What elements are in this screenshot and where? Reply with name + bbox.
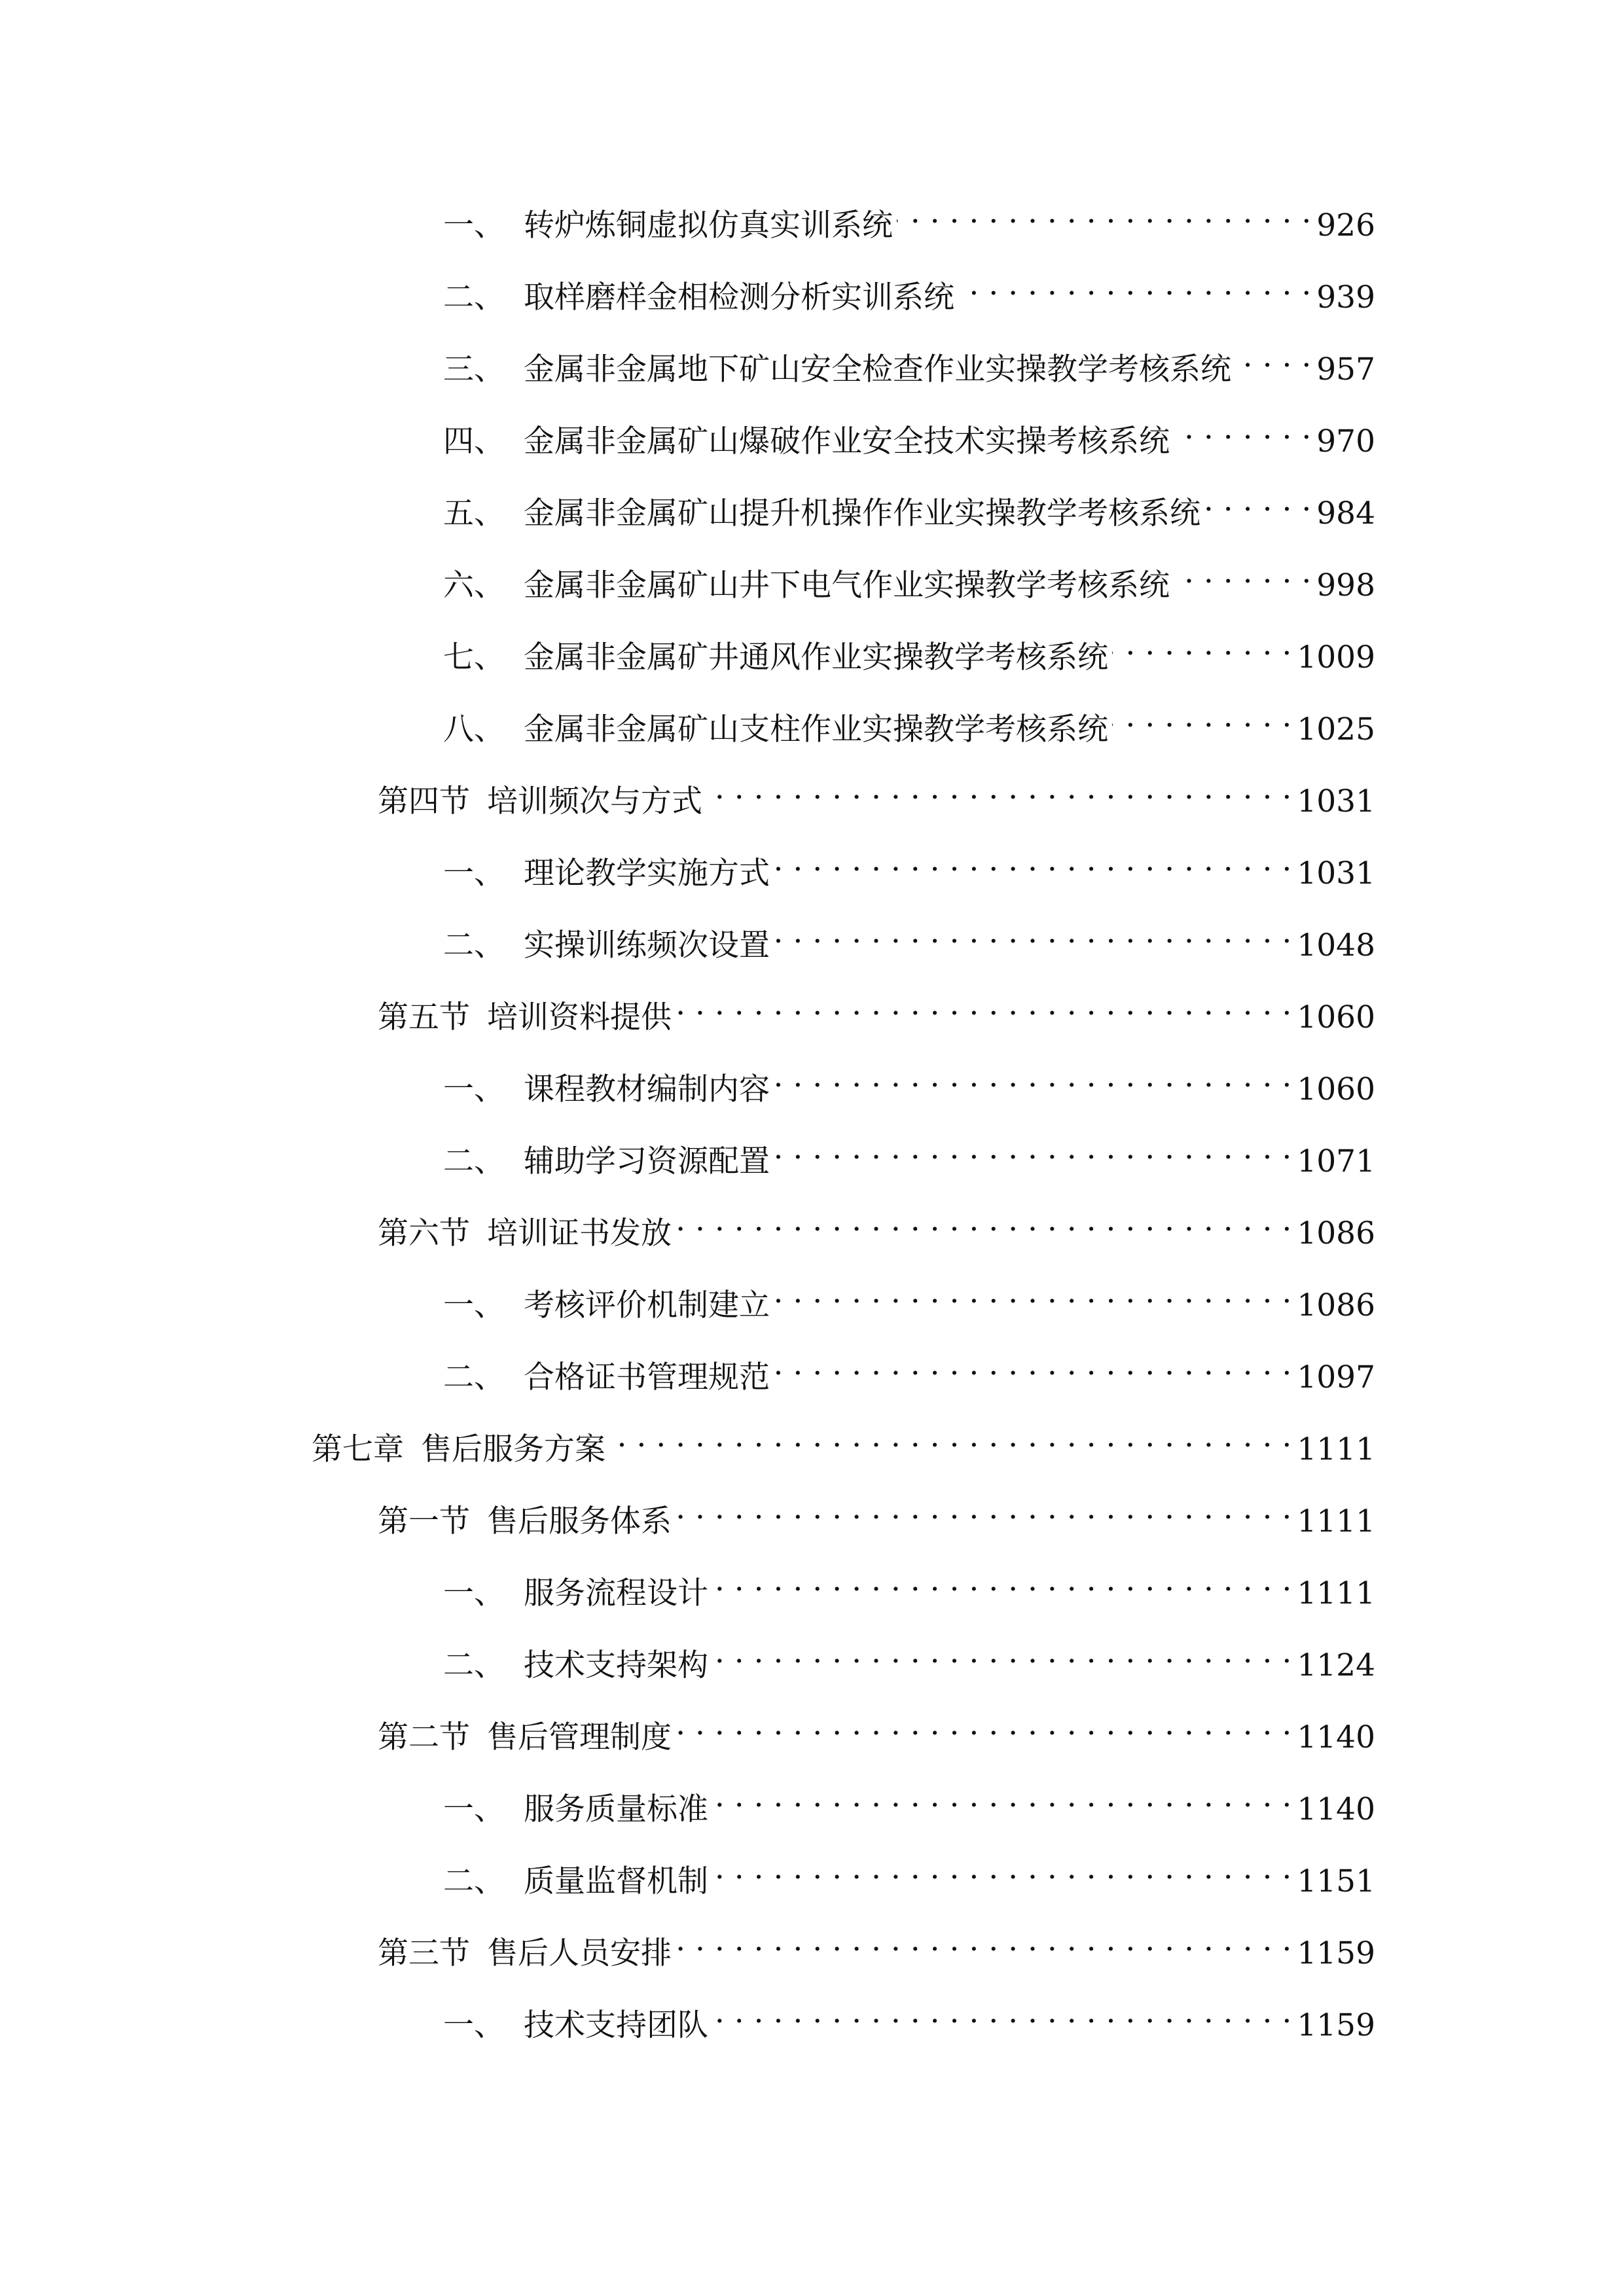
toc-entry-page: 1086 bbox=[1297, 1215, 1375, 1251]
toc-entry-number: 二、 bbox=[443, 1647, 505, 1683]
toc-entry-number: 五、 bbox=[443, 495, 505, 531]
dot-leader bbox=[712, 1990, 1291, 2036]
toc-entry-title: 技术支持团队 bbox=[524, 2007, 708, 2043]
dot-leader bbox=[676, 1198, 1291, 1244]
dot-leader bbox=[1112, 694, 1291, 740]
toc-entry-number: 二、 bbox=[443, 1359, 505, 1395]
toc-entry[interactable] bbox=[443, 1846, 1375, 1899]
dot-leader bbox=[958, 262, 1311, 308]
toc-entry-title: 金属非金属矿井通风作业实操教学考核系统 bbox=[524, 639, 1108, 675]
toc-entry-page: 1031 bbox=[1297, 783, 1375, 819]
toc-entry-number: 二、 bbox=[443, 927, 505, 963]
toc-entry[interactable] bbox=[443, 1558, 1375, 1611]
toc-entry-number: 第四节 bbox=[378, 783, 470, 819]
dot-leader bbox=[1112, 622, 1291, 668]
toc-entry-number: 八、 bbox=[443, 711, 505, 747]
toc-entry[interactable] bbox=[443, 622, 1375, 675]
toc-entry-title: 理论教学实施方式 bbox=[524, 855, 770, 891]
toc-entry-title: 售后服务体系 bbox=[487, 1503, 672, 1539]
toc-entry-page: 1048 bbox=[1297, 927, 1375, 963]
toc-entry-page: 1159 bbox=[1297, 1935, 1375, 1971]
toc-entry-page: 1060 bbox=[1297, 1071, 1375, 1107]
toc-entry-number: 一、 bbox=[443, 1575, 505, 1611]
dot-leader bbox=[774, 838, 1291, 884]
toc-entry-page: 1111 bbox=[1297, 1503, 1375, 1539]
toc-entry-title: 考核评价机制建立 bbox=[524, 1287, 770, 1323]
toc-entry[interactable] bbox=[378, 1702, 1375, 1755]
toc-entry-page: 970 bbox=[1316, 423, 1375, 459]
toc-entry-page: 957 bbox=[1316, 351, 1375, 387]
toc-entry[interactable] bbox=[443, 910, 1375, 963]
toc-entry-number: 一、 bbox=[443, 2007, 505, 2043]
toc-entry-title: 售后服务方案 bbox=[421, 1431, 605, 1467]
toc-entry-number: 第六节 bbox=[378, 1215, 470, 1251]
toc-entry-page: 998 bbox=[1316, 567, 1375, 603]
toc-entry[interactable] bbox=[378, 1486, 1375, 1539]
toc-entry-title: 售后管理制度 bbox=[487, 1719, 672, 1755]
toc-entry-page: 1071 bbox=[1297, 1143, 1375, 1179]
toc-entry-number: 第三节 bbox=[378, 1935, 470, 1971]
toc-entry-number: 三、 bbox=[443, 351, 505, 387]
dot-leader bbox=[712, 1558, 1291, 1604]
toc-entry-page: 926 bbox=[1316, 207, 1375, 243]
toc-entry-number: 六、 bbox=[443, 567, 505, 603]
toc-entry[interactable] bbox=[378, 1198, 1375, 1251]
toc-entry-number: 一、 bbox=[443, 1071, 505, 1107]
toc-entry-page: 1009 bbox=[1297, 639, 1375, 675]
toc-entry-title: 实操训练频次设置 bbox=[524, 927, 770, 963]
dot-leader bbox=[774, 1342, 1291, 1388]
dot-leader bbox=[712, 1846, 1291, 1892]
toc-entry-title: 培训频次与方式 bbox=[487, 783, 702, 819]
toc-entry-title: 技术支持架构 bbox=[524, 1647, 708, 1683]
toc-entry-page: 1025 bbox=[1297, 711, 1375, 747]
toc-entry[interactable] bbox=[378, 766, 1375, 819]
toc-entry-number: 一、 bbox=[443, 207, 505, 243]
toc-entry-number: 二、 bbox=[443, 1863, 505, 1899]
toc-entry[interactable] bbox=[443, 262, 1375, 315]
toc-entry[interactable] bbox=[443, 1342, 1375, 1395]
toc-entry-page: 1111 bbox=[1297, 1431, 1375, 1467]
toc-entry-page: 1140 bbox=[1297, 1719, 1375, 1755]
toc-entry-page: 984 bbox=[1316, 495, 1375, 531]
dot-leader bbox=[897, 190, 1311, 236]
toc-entry-number: 二、 bbox=[443, 279, 505, 315]
toc-entry-title: 金属非金属矿山支柱作业实操教学考核系统 bbox=[524, 711, 1108, 747]
toc-entry-title: 金属非金属矿山井下电气作业实操教学考核系统 bbox=[524, 567, 1170, 603]
toc-entry-title: 转炉炼铜虚拟仿真实训系统 bbox=[524, 207, 893, 243]
toc-entry[interactable] bbox=[443, 406, 1375, 459]
dot-leader bbox=[1174, 550, 1311, 596]
toc-entry-number: 二、 bbox=[443, 1143, 505, 1179]
dot-leader bbox=[706, 766, 1291, 812]
dot-leader bbox=[676, 1486, 1291, 1532]
toc-entry-page: 1111 bbox=[1297, 1575, 1375, 1611]
toc-entry-page: 1151 bbox=[1297, 1863, 1375, 1899]
toc-entry-number: 一、 bbox=[443, 855, 505, 891]
dot-leader bbox=[774, 1054, 1291, 1100]
toc-entry[interactable] bbox=[378, 982, 1375, 1035]
toc-entry[interactable] bbox=[443, 1990, 1375, 2043]
toc-entry-title: 质量监督机制 bbox=[524, 1863, 708, 1899]
toc-entry-title: 培训资料提供 bbox=[487, 999, 672, 1035]
toc-entry[interactable] bbox=[312, 1414, 1375, 1467]
toc-entry[interactable] bbox=[443, 1270, 1375, 1323]
toc-entry[interactable] bbox=[443, 1630, 1375, 1683]
toc-entry-title: 售后人员安排 bbox=[487, 1935, 672, 1971]
toc-entry-number: 第七章 bbox=[312, 1431, 404, 1467]
toc-entry-title: 服务质量标准 bbox=[524, 1791, 708, 1827]
dot-leader bbox=[774, 1270, 1291, 1316]
toc-entry-title: 金属非金属矿山提升机操作作业实操教学考核系统 bbox=[524, 495, 1200, 531]
toc-entry-title: 服务流程设计 bbox=[524, 1575, 708, 1611]
toc-entry[interactable] bbox=[443, 1126, 1375, 1179]
toc-entry[interactable] bbox=[443, 1054, 1375, 1107]
toc-entry-page: 1140 bbox=[1297, 1791, 1375, 1827]
toc-entry-page: 939 bbox=[1316, 279, 1375, 315]
toc-entry-page: 1097 bbox=[1297, 1359, 1375, 1395]
toc-entry-page: 1086 bbox=[1297, 1287, 1375, 1323]
toc-entry-number: 第一节 bbox=[378, 1503, 470, 1539]
toc-entry-number: 七、 bbox=[443, 639, 505, 675]
dot-leader bbox=[676, 1702, 1291, 1748]
dot-leader bbox=[712, 1774, 1291, 1820]
toc-entry[interactable] bbox=[443, 190, 1375, 243]
dot-leader bbox=[676, 1918, 1291, 1964]
dot-leader bbox=[1174, 406, 1311, 452]
toc-entry-number: 第五节 bbox=[378, 999, 470, 1035]
dot-leader bbox=[712, 1630, 1291, 1676]
toc-entry-title: 培训证书发放 bbox=[487, 1215, 672, 1251]
toc-entry[interactable] bbox=[443, 838, 1375, 891]
toc-entry-page: 1060 bbox=[1297, 999, 1375, 1035]
toc-entry-title: 取样磨样金相检测分析实训系统 bbox=[524, 279, 954, 315]
toc-entry-title: 课程教材编制内容 bbox=[524, 1071, 770, 1107]
toc-entry-title: 金属非金属矿山爆破作业安全技术实操考核系统 bbox=[524, 423, 1170, 459]
toc-entry[interactable] bbox=[378, 1918, 1375, 1971]
toc-entry-number: 一、 bbox=[443, 1287, 505, 1323]
toc-entry-page: 1159 bbox=[1297, 2007, 1375, 2043]
dot-leader bbox=[1204, 478, 1311, 524]
toc-entry-number: 第二节 bbox=[378, 1719, 470, 1755]
toc-entry-number: 四、 bbox=[443, 423, 505, 459]
dot-leader bbox=[609, 1414, 1291, 1460]
toc-entry-page: 1124 bbox=[1297, 1647, 1375, 1683]
toc-entry[interactable] bbox=[443, 478, 1375, 531]
toc-entry-title: 合格证书管理规范 bbox=[524, 1359, 770, 1395]
toc-entry[interactable] bbox=[443, 694, 1375, 747]
dot-leader bbox=[774, 910, 1291, 956]
dot-leader bbox=[774, 1126, 1291, 1172]
toc-entry-number: 一、 bbox=[443, 1791, 505, 1827]
toc-entry-title: 金属非金属地下矿山安全检查作业实操教学考核系统 bbox=[524, 351, 1231, 387]
dot-leader bbox=[676, 982, 1291, 1028]
toc-entry-title: 辅助学习资源配置 bbox=[524, 1143, 770, 1179]
dot-leader bbox=[1235, 334, 1311, 380]
toc-entry[interactable] bbox=[443, 334, 1375, 387]
toc-entry-page: 1031 bbox=[1297, 855, 1375, 891]
toc-entry[interactable] bbox=[443, 1774, 1375, 1827]
toc-entry[interactable] bbox=[443, 550, 1375, 603]
